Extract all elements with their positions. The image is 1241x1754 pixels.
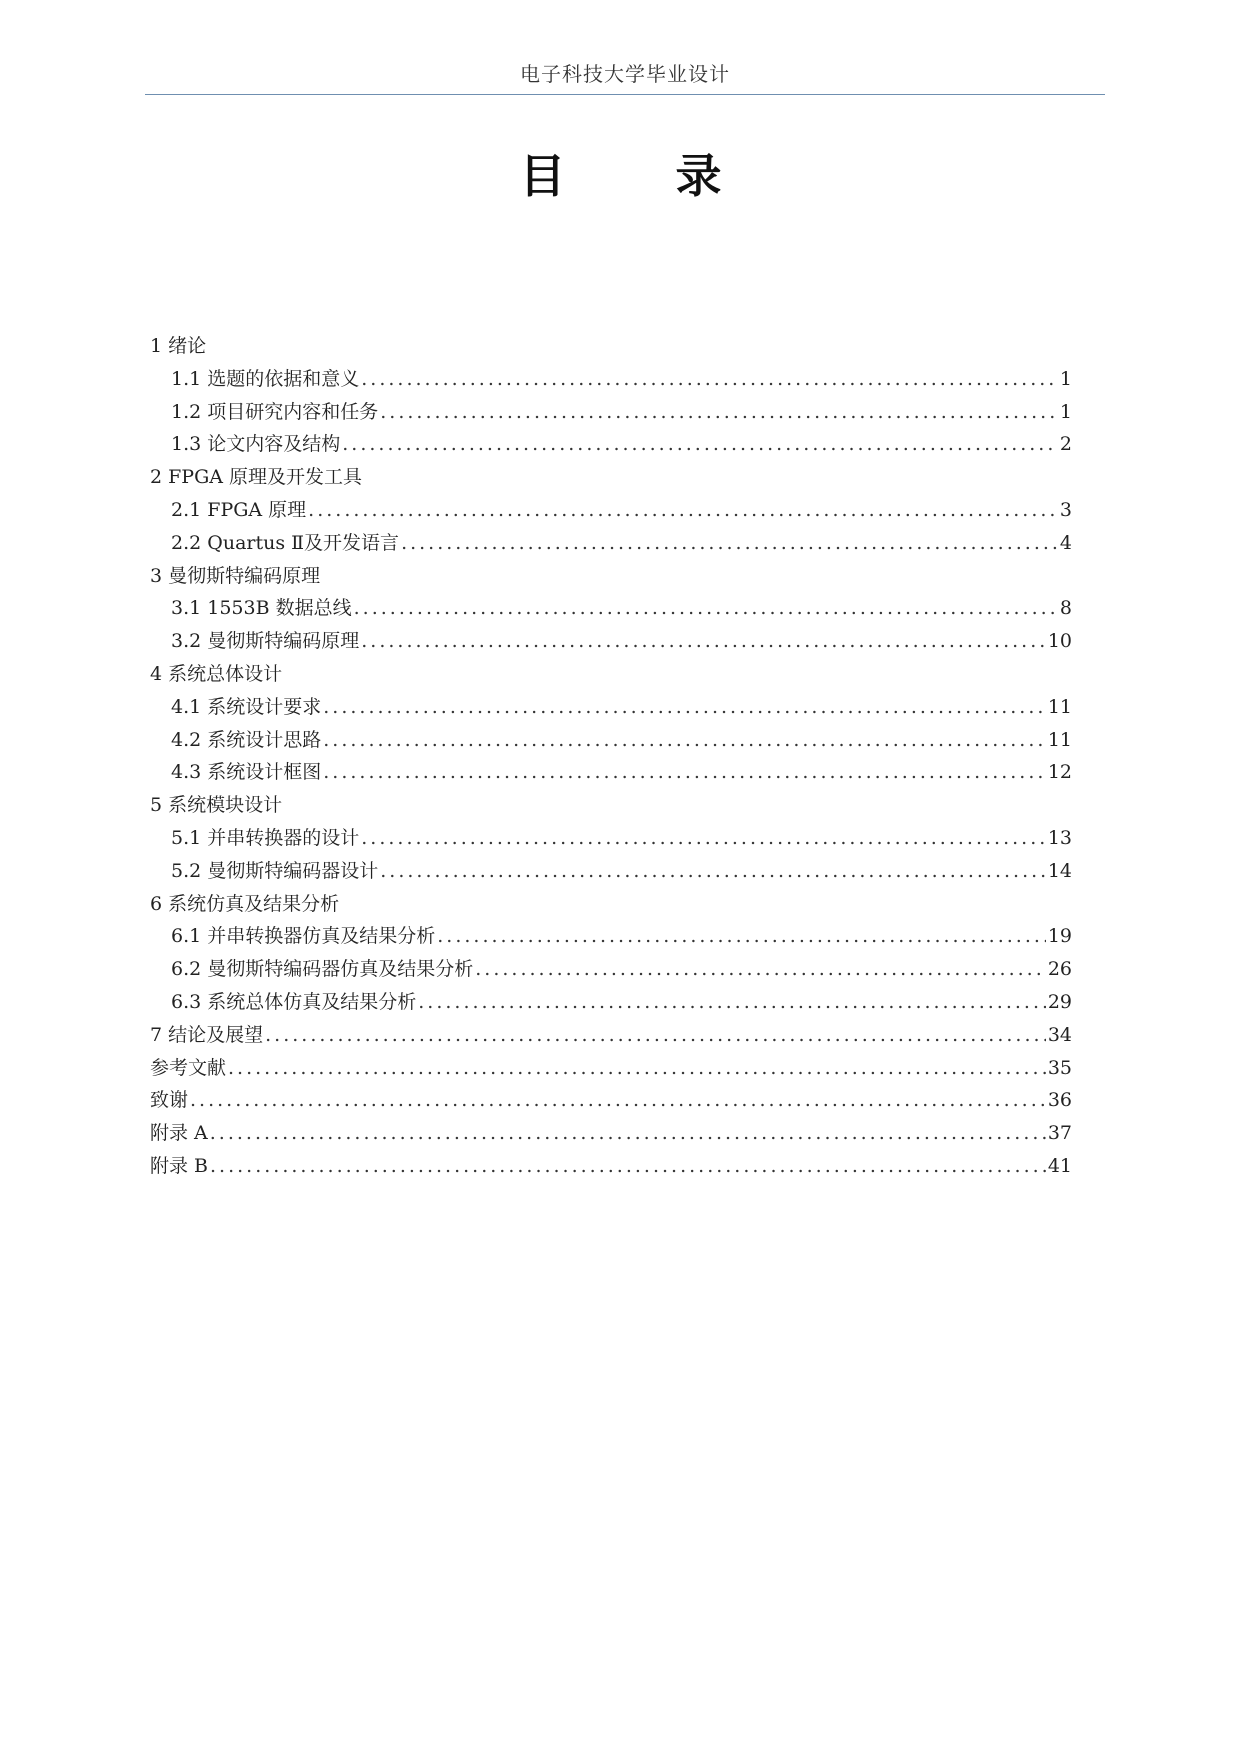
toc-dot-leader	[190, 1084, 1046, 1117]
toc-entry-label: 4.3 系统设计框图	[171, 761, 322, 784]
toc-dot-leader	[265, 1019, 1046, 1052]
toc-entry-label: 3.2 曼彻斯特编码原理	[171, 630, 360, 653]
toc-dot-leader	[475, 953, 1046, 986]
toc-entry[interactable]	[150, 1052, 1072, 1085]
toc-dot-leader	[401, 527, 1058, 560]
toc-entry[interactable]	[150, 855, 1072, 888]
toc-entry-label: 参考文献	[150, 1056, 227, 1079]
toc-entry-label: 5 系统模块设计	[150, 794, 283, 817]
toc-entry-page-number: 34	[1047, 1023, 1072, 1046]
toc-entry[interactable]	[150, 461, 1072, 494]
toc-dot-leader	[323, 724, 1046, 757]
toc-entry-label: 1.3 论文内容及结构	[171, 433, 341, 456]
toc-entry-page-number: 12	[1047, 761, 1072, 784]
toc-dot-leader	[437, 920, 1046, 953]
toc-entry[interactable]	[150, 560, 1072, 593]
toc-entry-page-number: 1	[1059, 400, 1072, 423]
toc-entry-label: 6.1 并串转换器仿真及结果分析	[171, 925, 436, 948]
page-title-char-2: 录	[675, 149, 722, 203]
toc-entry-page-number: 1	[1059, 367, 1072, 390]
toc-entry[interactable]	[150, 494, 1072, 527]
toc-entry[interactable]	[150, 888, 1072, 921]
toc-entry-page-number: 19	[1047, 925, 1072, 948]
toc-dot-leader	[361, 363, 1058, 396]
toc-dot-leader	[361, 822, 1046, 855]
toc-entry-page-number: 35	[1047, 1056, 1072, 1079]
toc-entry-label: 4 系统总体设计	[150, 662, 283, 685]
toc-entry-label: 3 曼彻斯特编码原理	[150, 564, 321, 587]
toc-entry[interactable]	[150, 625, 1072, 658]
toc-entry[interactable]	[150, 527, 1072, 560]
toc-entry-page-number: 41	[1047, 1154, 1072, 1177]
toc-entry[interactable]	[150, 789, 1072, 822]
toc-entry[interactable]	[150, 1084, 1072, 1117]
toc-entry[interactable]	[150, 986, 1072, 1019]
toc-entry[interactable]	[150, 920, 1072, 953]
toc-entry-label: 2.1 FPGA 原理	[171, 498, 307, 521]
toc-dot-leader	[380, 855, 1046, 888]
toc-dot-leader	[323, 756, 1046, 789]
toc-entry-label: 附录 B	[150, 1154, 209, 1177]
toc-entry-page-number: 26	[1047, 958, 1072, 981]
toc-entry-label: 6.3 系统总体仿真及结果分析	[171, 990, 417, 1013]
page-title	[0, 140, 1241, 206]
toc-entry[interactable]	[150, 330, 1072, 363]
toc-entry-label: 2.2 Quartus Ⅱ及开发语言	[171, 531, 400, 554]
toc-dot-leader	[354, 592, 1058, 625]
toc-entry[interactable]	[150, 428, 1072, 461]
toc-entry-label: 1.1 选题的依据和意义	[171, 367, 360, 390]
toc-entry-label: 4.2 系统设计思路	[171, 728, 322, 751]
toc-entry-label: 4.1 系统设计要求	[171, 695, 322, 718]
toc-dot-leader	[308, 494, 1058, 527]
toc-entry-page-number: 11	[1047, 728, 1072, 751]
toc-dot-leader	[228, 1052, 1046, 1085]
toc-entry-label: 5.1 并串转换器的设计	[171, 826, 360, 849]
toc-dot-leader	[418, 986, 1046, 1019]
toc-entry[interactable]	[150, 592, 1072, 625]
toc-dot-leader	[323, 691, 1046, 724]
toc-entry-page-number: 36	[1047, 1089, 1072, 1112]
toc-dot-leader	[380, 396, 1058, 429]
toc-entry-page-number: 10	[1047, 630, 1072, 653]
toc-entry-page-number: 13	[1047, 826, 1072, 849]
toc-entry[interactable]	[150, 691, 1072, 724]
toc-entry-label: 附录 A	[150, 1122, 208, 1145]
toc-entry-page-number: 29	[1047, 990, 1072, 1013]
toc-entry-label: 5.2 曼彻斯特编码器设计	[171, 859, 379, 882]
toc-dot-leader	[210, 1117, 1046, 1150]
toc-entry[interactable]	[150, 822, 1072, 855]
toc-entry-page-number: 2	[1059, 433, 1072, 456]
page-title-char-1: 目	[519, 149, 566, 203]
toc-dot-leader	[361, 625, 1046, 658]
toc-entry-label: 2 FPGA 原理及开发工具	[150, 466, 363, 489]
toc-entry-page-number: 3	[1059, 498, 1072, 521]
toc-entry-page-number: 11	[1047, 695, 1072, 718]
running-header	[145, 56, 1105, 95]
toc-dot-leader	[210, 1150, 1046, 1183]
toc-entry-label: 6.2 曼彻斯特编码器仿真及结果分析	[171, 958, 474, 981]
toc-entry[interactable]	[150, 756, 1072, 789]
header-title: 电子科技大学毕业设计	[520, 62, 730, 86]
toc-entry[interactable]	[150, 658, 1072, 691]
toc-entry[interactable]	[150, 724, 1072, 757]
toc-entry-label: 3.1 1553B 数据总线	[171, 597, 352, 620]
table-of-contents	[150, 330, 1072, 1183]
toc-entry-page-number: 14	[1047, 859, 1072, 882]
toc-entry[interactable]	[150, 1019, 1072, 1052]
toc-entry[interactable]	[150, 363, 1072, 396]
toc-entry-label: 致谢	[150, 1089, 189, 1112]
toc-entry[interactable]	[150, 953, 1072, 986]
toc-entry-page-number: 4	[1059, 531, 1072, 554]
toc-entry-page-number: 37	[1047, 1122, 1072, 1145]
toc-entry-label: 1 绪论	[150, 335, 207, 357]
toc-entry-label: 1.2 项目研究内容和任务	[171, 400, 379, 423]
toc-entry-label: 6 系统仿真及结果分析	[150, 892, 340, 915]
toc-entry[interactable]	[150, 396, 1072, 429]
toc-entry[interactable]	[150, 1150, 1072, 1183]
toc-entry-page-number: 8	[1059, 597, 1072, 620]
toc-entry[interactable]	[150, 1117, 1072, 1150]
toc-entry-label: 7 结论及展望	[150, 1023, 264, 1046]
toc-dot-leader	[342, 428, 1058, 461]
